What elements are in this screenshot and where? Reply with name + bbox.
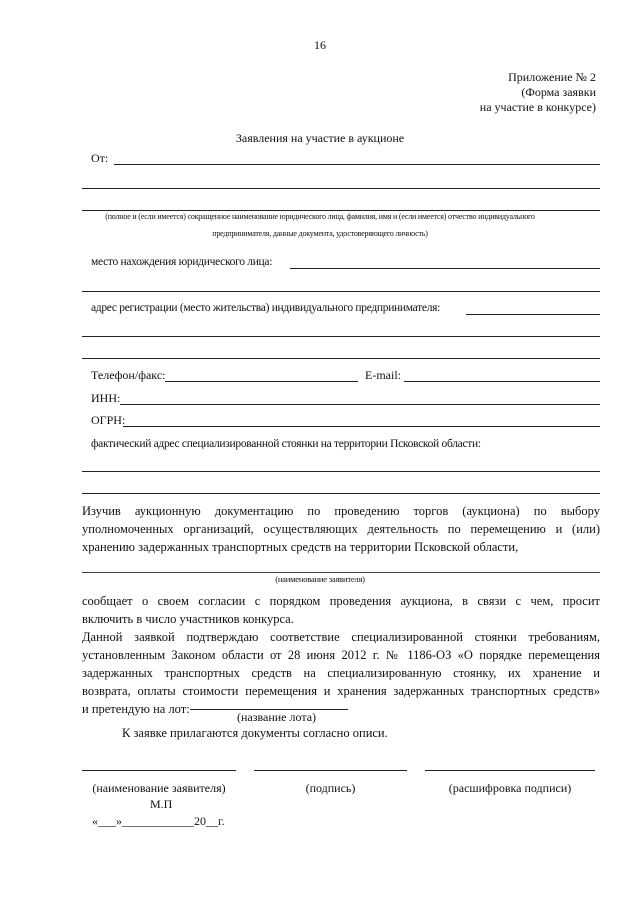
appendix-line-2: (Форма заявки	[521, 85, 596, 99]
applicant-note-line-1: (полное и (если имеется) сокращенное наименование юридического лица, фамилия, имя и (если имеется) отчество индивидуального	[105, 212, 535, 221]
signature-line	[254, 770, 407, 771]
parking-line-2	[82, 493, 600, 494]
email-label: E-mail:	[365, 368, 401, 382]
email-underline	[404, 381, 600, 382]
signature-decoding-line	[425, 770, 595, 771]
page-number: 16	[314, 38, 326, 52]
inn-label: ИНН:	[91, 391, 121, 405]
from-line-3	[82, 210, 600, 211]
signature-caption: (подпись)	[305, 781, 356, 795]
attachments-line: К заявке прилагаются документы согласно описи.	[122, 726, 388, 740]
consent-line-2: включить в число участников конкурса.	[82, 612, 294, 626]
study-paragraph	[82, 502, 600, 556]
study-line-2: уполномоченных организаций, осуществляющих деятельность по перемещению и (или)	[82, 522, 600, 536]
confirm-line-1: Данной заявкой подтверждаю соответствие специализированной стоянки требованиям,	[82, 630, 600, 644]
study-line-1: Изучив аукционную документацию по проведению торгов (аукциона) по выбору	[82, 504, 600, 518]
confirm-line-3: задержанных транспортных средств на специализированную стоянку, их хранение и	[82, 666, 600, 680]
parking-label: фактический адрес специализированной стоянки на территории Псковской области:	[91, 438, 481, 450]
applicant-name-note: (наименование заявителя)	[275, 574, 365, 584]
signature-decoding-caption: (расшифровка подписи)	[448, 781, 572, 795]
phone-label: Телефон/факс:	[91, 368, 166, 382]
phone-underline	[165, 381, 358, 382]
parking-line-1	[82, 471, 600, 472]
registration-underline	[466, 314, 600, 315]
consent-line-1: сообщает о своем согласии с порядком проведения аукциона, в связи с чем, просит	[82, 594, 600, 608]
stamp-label: М.П	[150, 797, 173, 811]
signature-name-line	[82, 770, 236, 771]
confirm-line-4: возврата, оплаты стоимости перемещения и хранения задержанных транспортных средств»	[82, 684, 600, 698]
signature-name-caption: (наименование заявителя)	[92, 781, 226, 795]
study-line-3: хранению задержанных транспортных средств на территории Псковской области,	[82, 540, 519, 554]
registration-line-3	[82, 358, 600, 359]
ogrn-label: ОГРН:	[91, 413, 126, 427]
registration-line-2	[82, 336, 600, 337]
confirm-line-5: и претендую на лот:	[82, 702, 190, 716]
from-line-2	[82, 188, 600, 189]
appendix-block	[480, 70, 596, 115]
from-label: От:	[91, 151, 109, 165]
confirm-line-2: установленным Законом области от 28 июня 2012 г. № 1186-ОЗ «О порядке перемещения	[82, 648, 600, 662]
form-title: Заявления на участие в аукционе	[235, 131, 405, 145]
consent-paragraph	[82, 592, 600, 628]
appendix-line-1: Приложение № 2	[508, 70, 596, 84]
confirm-paragraph	[82, 628, 600, 718]
registration-label: адрес регистрации (место жительства) индивидуального предпринимателя:	[91, 302, 441, 314]
ogrn-underline	[123, 426, 600, 427]
applicant-name-underline	[82, 572, 600, 573]
appendix-line-3: на участие в конкурсе)	[479, 100, 596, 114]
location-line-2	[82, 291, 600, 292]
location-underline	[290, 268, 600, 269]
location-label: место нахождения юридического лица:	[91, 256, 273, 268]
inn-underline	[120, 404, 600, 405]
applicant-note-line-2: предпринимателя, данные документа, удостоверяющего личность)	[212, 229, 428, 238]
from-underline	[114, 164, 600, 165]
date-line: «___»____________20__г.	[92, 814, 225, 828]
lot-note: (название лота)	[237, 710, 317, 724]
